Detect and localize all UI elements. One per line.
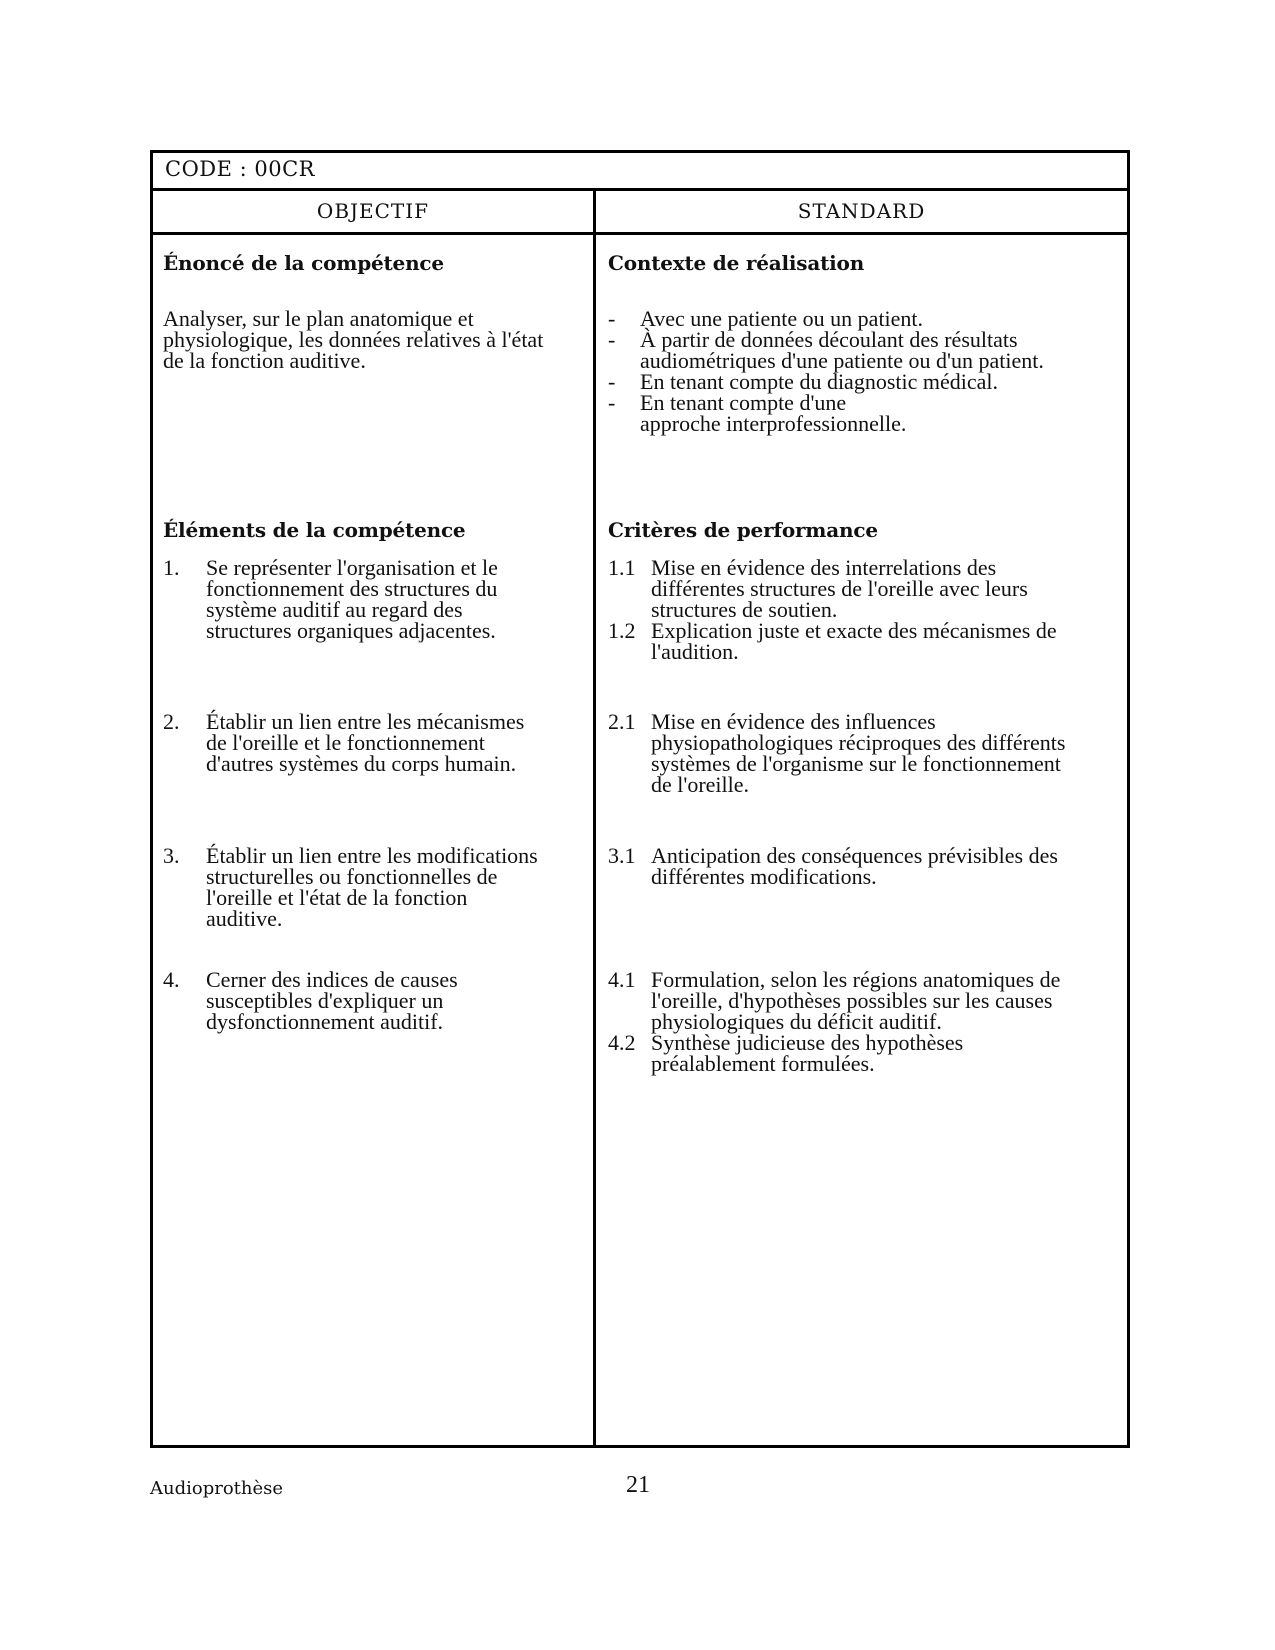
element-number: 3.	[163, 843, 180, 868]
critere-item-3-1	[608, 845, 1078, 887]
standard-column	[596, 235, 1127, 1445]
contexte-item: - À partir de données découlant des résultats audiométriques d'une patiente ou d'un patient.	[608, 327, 1044, 373]
critere-item-4-1	[608, 969, 1068, 1032]
header-standard: STANDARD	[797, 199, 926, 223]
element-number: 1.	[163, 555, 180, 580]
element-number: 2.	[163, 709, 180, 734]
code-label: CODE : 00CR	[153, 153, 1127, 191]
competency-table	[150, 150, 1130, 1448]
element-number: 4.	[163, 967, 180, 992]
elements-title: Éléments de la compétence	[163, 518, 466, 542]
header-row	[153, 191, 1127, 235]
element-item-1	[163, 557, 543, 641]
critere-item-2-1	[608, 711, 1078, 795]
critere-text: Anticipation des conséquences prévisibles des différentes modifications.	[651, 843, 1058, 889]
critere-item-1-2	[608, 620, 1068, 662]
critere-item-1-1	[608, 557, 1048, 620]
footer-title: Audioprothèse	[150, 1478, 284, 1499]
element-item-4	[163, 969, 503, 1032]
critere-text: Synthèse judicieuse des hypothèses préalablement formulées.	[651, 1030, 964, 1076]
critere-number: 4.2	[608, 1030, 636, 1055]
critere-number: 1.2	[608, 618, 636, 643]
critere-text: Explication juste et exacte des mécanismes de l'audition.	[651, 618, 1057, 664]
critere-item-4-2	[608, 1032, 1008, 1074]
contexte-item: - Avec une patiente ou un patient.	[608, 306, 924, 331]
element-item-3	[163, 845, 548, 929]
critere-text: Mise en évidence des interrelations des différentes structures de l'oreille avec leurs structures de soutien.	[651, 555, 1028, 622]
element-text: Cerner des indices de causes susceptibles d'expliquer un dysfonctionnement auditif.	[206, 967, 458, 1034]
critere-text: Mise en évidence des influences physiopathologiques réciproques des différents systèmes de l'organisme sur le fonctionnement de l'oreille.	[651, 709, 1066, 797]
critere-number: 3.1	[608, 843, 636, 868]
objectif-column	[153, 235, 593, 1445]
enonce-title: Énoncé de la compétence	[163, 251, 444, 275]
element-text: Établir un lien entre les modifications structurelles ou fonctionnelles de l'oreille et l'état de la fonction auditive.	[206, 843, 538, 931]
critere-number: 1.1	[608, 555, 636, 580]
element-text: Se représenter l'organisation et le fonctionnement des structures du système auditif au regard des structures organiques adjacentes.	[206, 555, 498, 643]
contexte-item: - En tenant compte du diagnostic médical.	[608, 369, 999, 394]
element-item-2	[163, 711, 543, 774]
page-number: 21	[626, 1472, 650, 1498]
critere-number: 2.1	[608, 709, 636, 734]
element-text: Établir un lien entre les mécanismes de l'oreille et le fonctionnement d'autres systèmes du corps humain.	[206, 709, 525, 776]
contexte-item: - En tenant compte d'une approche interprofessionnelle.	[608, 390, 907, 436]
criteres-title: Critères de performance	[608, 518, 878, 542]
contexte-title: Contexte de réalisation	[608, 251, 865, 275]
header-objectif: OBJECTIF	[316, 199, 430, 223]
enonce-text: Analyser, sur le plan anatomique et physiologique, les données relatives à l'état de la fonction auditive.	[163, 306, 544, 373]
critere-number: 4.1	[608, 967, 636, 992]
contexte-list	[608, 308, 1088, 434]
critere-text: Formulation, selon les régions anatomiques de l'oreille, d'hypothèses possibles sur les causes physiologiques du déficit auditif.	[651, 967, 1061, 1034]
